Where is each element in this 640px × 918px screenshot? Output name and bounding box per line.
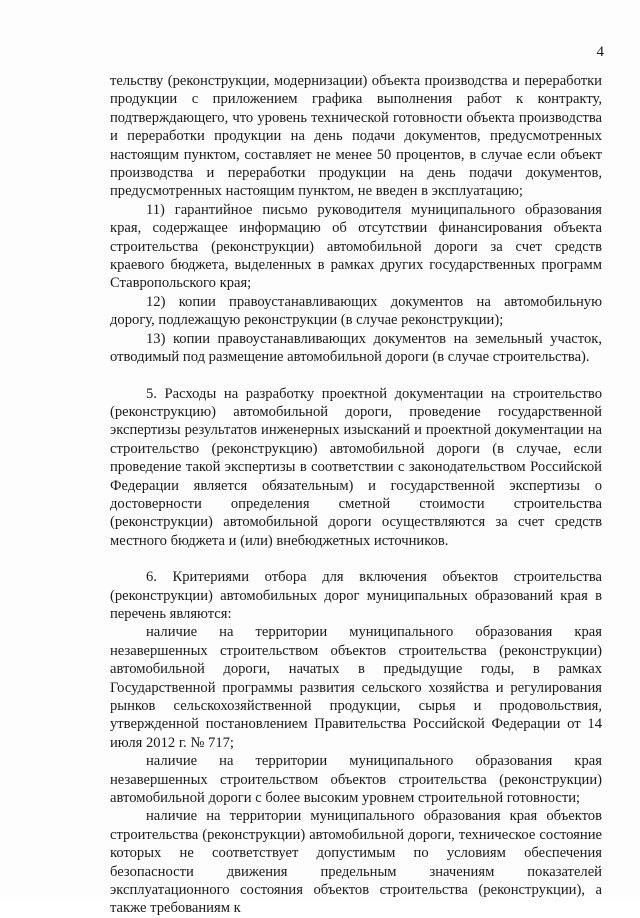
paragraph-item-11: 11) гарантийное письмо руководителя муниципального образования края, содержащее информацию об отсутствии финансирования объекта строительства (реконструкции) автомобильной дороги за счет средств краевого бюджета, выделенных в рамках других государственных программ Ставропольского края;: [110, 201, 602, 292]
document-body: [110, 72, 602, 918]
paragraph-criterion-1: наличие на территории муниципального образования края незавершенных строительством объектов строительства (реконструкции) автомобильной дороги, начатых в предыдущие годы, в рамках Государственной программы развития сельского хозяйства и регулирования рынков сельскохозяйственной продукции, сырья и продовольствия, утвержденной постановлением Правительства Российской Федерации от 14 июля 2012 г. № 717;: [110, 624, 602, 751]
paragraph-criterion-2: наличие на территории муниципального образования края незавершенных строительством объектов строительства (реконструкции) автомобильной дороги с более высоким уровнем строительной готовности;: [110, 753, 602, 807]
paragraph-item-13: 13) копии правоустанавливающих документов на земельный участок, отводимый под размещение автомобильной дороги (в случае строительства).: [110, 330, 602, 366]
paragraph-item-12: 12) копии правоустанавливающих документов на автомобильную дорогу, подлежащую реконструкции (в случае реконструкции);: [110, 293, 602, 329]
paragraph-continuation: тельству (реконструкции, модернизации) объекта производства и переработки продукции с приложением графика выполнения работ к контракту, подтверждающего, что уровень технической готовности объекта производства и переработки продукции на день подачи документов, предусмотренных настоящим пунктом, составляет не менее 50 процентов, в случае если объект производства и переработки продукции на день подачи документов, предусмотренных настоящим пунктом, не введен в эксплуатацию;: [110, 73, 602, 200]
page-number: 4: [596, 44, 604, 60]
paragraph-criterion-3: наличие на территории муниципального образования края объектов строительства (реконструкции) автомобильной дороги, техническое состояние которых не соответствует допустимым по условиям обеспечения безопасности движения предельным значениям показателей эксплуатационного состояния объектов строительства (реконструкции), а также требованиям к: [110, 808, 602, 917]
paragraph-section-6: 6. Критериями отбора для включения объектов строительства (реконструкции) автомобильных дорог муниципальных образований края в перечень являются:: [110, 569, 602, 622]
paragraph-section-5: 5. Расходы на разработку проектной документации на строительство (реконструкцию) автомобильной дороги, проведение государственной экспертизы результатов инженерных изысканий и проектной документации на строительство (реконструкцию) автомобильной дороги (в случае, если проведение такой экспертизы в соответствии с законодательством Российской Федерации является обязательным) и государственной экспертизы о достоверности определения сметной стоимости строительства (реконструкции) автомобильной дороги осуществляются за счет средств местного бюджета и (или) внебюджетных источников.: [110, 385, 602, 549]
